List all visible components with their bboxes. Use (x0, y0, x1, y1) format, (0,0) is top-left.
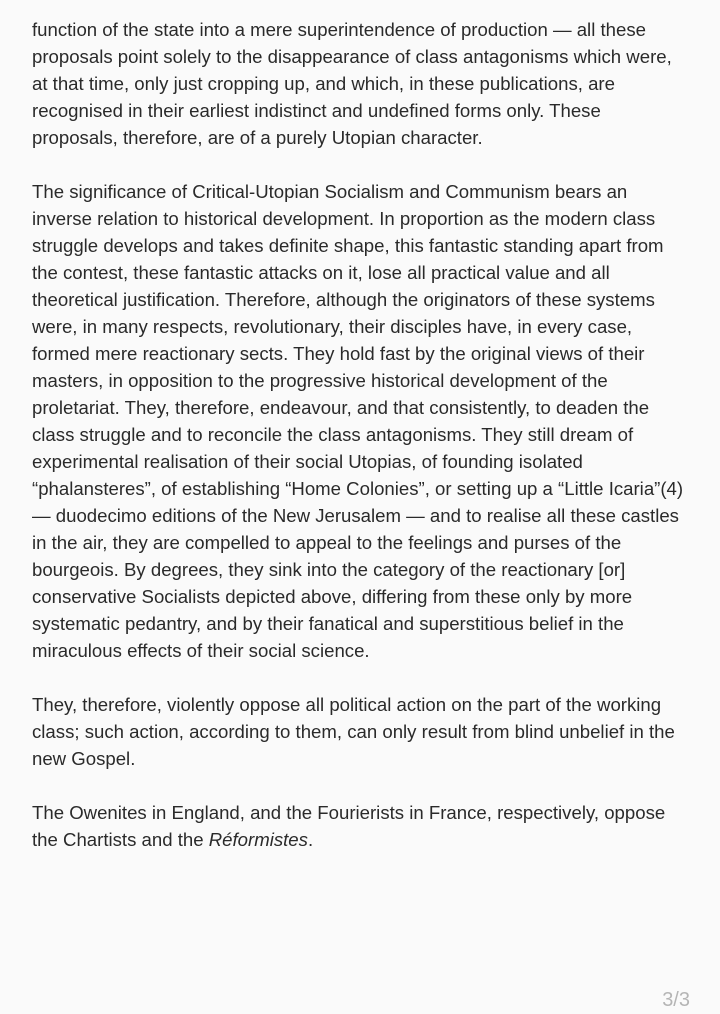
paragraph: They, therefore, violently oppose all political action on the part of the working class; such action, according to them, can only result from blind unbelief in the new Gospel. (32, 694, 675, 769)
reader-page[interactable] (32, 16, 688, 880)
paragraph: The significance of Critical-Utopian Socialism and Communism bears an inverse relation to historical development. In proportion as the modern class struggle develops and takes definite shape, this fantastic standing apart from the contest, these fantastic attacks on it, lose all practical value and all theoretical justification. Therefore, although the originators of these systems were, in many respects, revolutionary, their disciples have, in every case, formed mere reactionary sects. They hold fast by the original views of their masters, in opposition to the progressive historical development of the proletariat. They, therefore, endeavour, and that consistently, to deaden the class struggle and to reconcile the class antagonisms. They still dream of experimental realisation of their social Utopias, of founding isolated “phalansteres”, of establishing “Home Colonies”, or setting up a “Little Icaria”(4) — duodecimo editions of the New Jerusalem — and to realise all these castles in the air, they are compelled to appeal to the feelings and purses of the bourgeois. By degrees, they sink into the category of the reactionary [or] conservative Socialists depicted above, differing from these only by more systematic pedantry, and by their fanatical and superstitious belief in the miraculous effects of their social science. (32, 181, 684, 661)
paragraph-tail: . (307, 829, 314, 850)
emphasis-term: Réformistes (208, 829, 308, 850)
paragraph-last (32, 799, 688, 853)
page-indicator: 3/3 (662, 989, 690, 1011)
paragraph: function of the state into a mere superintendence of production — all these proposals point solely to the disappearance of class antagonisms which were, at that time, only just cropping up, and which, in these publications, are recognised in their earliest indistinct and undefined forms only. These proposals, therefore, are of a purely Utopian character. (32, 19, 672, 148)
paragraph-text: The Owenites in England, and the Fourierists in France, respectively, oppose the Chartists and the (32, 802, 666, 850)
